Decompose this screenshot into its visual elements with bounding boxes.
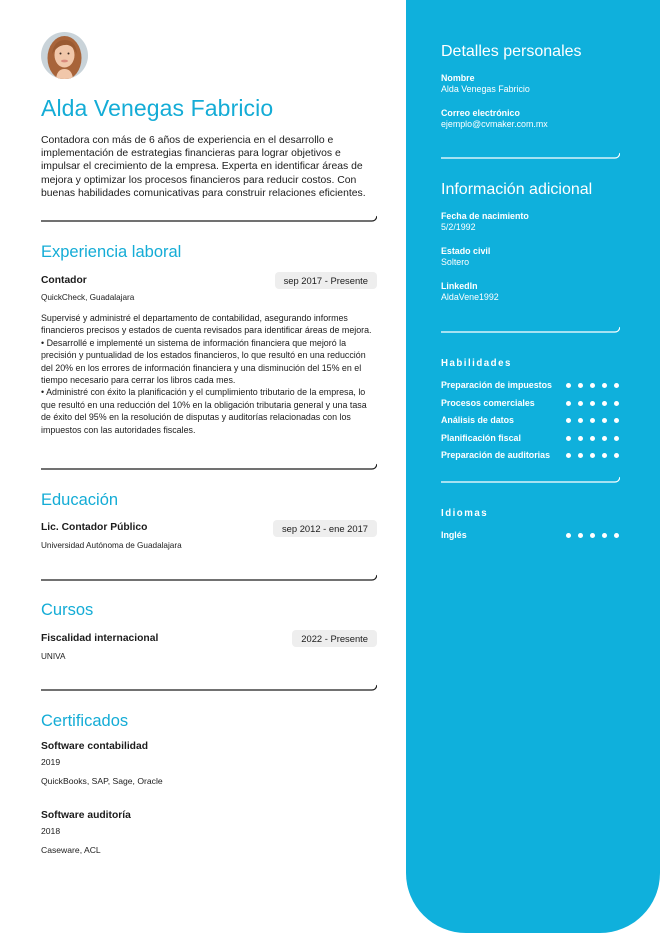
level-dot bbox=[602, 418, 607, 423]
level-dot bbox=[590, 453, 595, 458]
course-name: Fiscalidad internacional bbox=[41, 633, 159, 644]
language-name: Inglés bbox=[441, 530, 467, 540]
language-row bbox=[441, 530, 619, 542]
linkedin-value: AldaVene1992 bbox=[441, 292, 499, 302]
birth-label: Fecha de nacimiento bbox=[441, 211, 529, 221]
level-dot bbox=[602, 453, 607, 458]
skill-row bbox=[441, 433, 619, 445]
level-dot bbox=[614, 418, 619, 423]
skill-name: Planificación fiscal bbox=[441, 432, 521, 443]
civil-status-value: Soltero bbox=[441, 257, 470, 267]
education-dates-badge: sep 2012 - ene 2017 bbox=[273, 520, 377, 537]
level-dot bbox=[590, 533, 595, 538]
level-dot bbox=[614, 436, 619, 441]
sidebar bbox=[406, 0, 660, 933]
personal-details-title: Detalles personales bbox=[441, 43, 582, 60]
skill-name: Procesos comerciales bbox=[441, 397, 535, 408]
level-dot bbox=[578, 383, 583, 388]
level-dot bbox=[578, 533, 583, 538]
email-value: ejemplo@cvmaker.com.mx bbox=[441, 119, 548, 129]
skill-level-dots bbox=[566, 418, 619, 423]
education-degree: Lic. Contador Público bbox=[41, 522, 148, 533]
email-label: Correo electrónico bbox=[441, 108, 520, 118]
linkedin-label: LinkedIn bbox=[441, 281, 478, 291]
level-dot bbox=[590, 418, 595, 423]
skill-level-dots bbox=[566, 453, 619, 458]
level-dot bbox=[614, 453, 619, 458]
certificate-name: Software auditoría bbox=[41, 810, 131, 821]
level-dot bbox=[602, 401, 607, 406]
skill-name: Preparación de impuestos bbox=[441, 380, 552, 390]
level-dot bbox=[614, 383, 619, 388]
job-description-line: • Desarrollé e implementé un sistema de información financiera que mejoró la precisión y puntualidad de los estados financieros, lo que resultó en una reducción del 20% en los errores de información financiera y una disminución del 15% en el tiempo necesario para cerrar los libros cada mes. bbox=[41, 337, 366, 386]
additional-info-title: Información adicional bbox=[441, 181, 593, 198]
job-description-line: Supervisé y administré el departamento de contabilidad, asegurando informes financieros precisos y estados de cuenta revisados para identificar áreas de mejora. bbox=[41, 313, 372, 336]
job-role: Contador bbox=[41, 275, 87, 286]
birth-value: 5/2/1992 bbox=[441, 222, 476, 232]
profile-photo bbox=[41, 32, 88, 79]
level-dot bbox=[614, 401, 619, 406]
level-dot bbox=[566, 401, 571, 406]
full-name: Alda Venegas Fabricio bbox=[41, 95, 274, 121]
education-title: Educación bbox=[41, 491, 119, 509]
sidebar-divider bbox=[441, 151, 620, 159]
level-dot bbox=[578, 418, 583, 423]
level-dot bbox=[566, 418, 571, 423]
level-dot bbox=[566, 533, 571, 538]
level-dot bbox=[590, 383, 595, 388]
skill-level-dots bbox=[566, 383, 619, 388]
certificate-year: 2018 bbox=[41, 826, 61, 836]
level-dot bbox=[578, 453, 583, 458]
job-company: QuickCheck, Guadalajara bbox=[41, 293, 135, 302]
profile-summary: Contadora con más de 6 años de experiencia en el desarrollo e implementación de estrategias financieras para lograr objetivos e impulsar el crecimiento de la empresa. Experta en identificar áreas de mejora y optimizar los procesos financieros para reducir costos. Con buenas habilidades comunicativas para construir relaciones eficientes. bbox=[41, 135, 366, 199]
course-school: UNIVA bbox=[41, 652, 66, 661]
level-dot bbox=[578, 401, 583, 406]
job-description-line: • Administré con éxito la planificación y el cumplimiento tributario de la empresa, lo que resultó en una reducción del 10% en la obligación tributaria general y una tasa de éxito del 95% en la resolución de disputas y auditorías relacionadas con los impuestos con las autoridades fiscales. bbox=[41, 387, 367, 435]
skills-title: Habilidades bbox=[441, 358, 512, 369]
section-divider bbox=[41, 573, 377, 581]
section-divider bbox=[41, 683, 377, 691]
job-dates-badge: sep 2017 - Presente bbox=[275, 272, 377, 289]
education-school: Universidad Autónoma de Guadalajara bbox=[41, 541, 182, 550]
skill-level-dots bbox=[566, 436, 619, 441]
courses-title: Cursos bbox=[41, 601, 94, 619]
level-dot bbox=[590, 401, 595, 406]
civil-status-label: Estado civil bbox=[441, 246, 491, 256]
course-dates-badge: 2022 - Presente bbox=[292, 630, 377, 647]
level-dot bbox=[602, 436, 607, 441]
job-description bbox=[41, 312, 377, 436]
level-dot bbox=[566, 383, 571, 388]
languages-title: Idiomas bbox=[441, 508, 489, 519]
level-dot bbox=[614, 533, 619, 538]
name-label: Nombre bbox=[441, 73, 475, 83]
skill-row bbox=[441, 380, 619, 392]
level-dot bbox=[602, 533, 607, 538]
skill-level-dots bbox=[566, 401, 619, 406]
level-dot bbox=[590, 436, 595, 441]
certificate-detail: QuickBooks, SAP, Sage, Oracle bbox=[41, 776, 163, 786]
certificate-name: Software contabilidad bbox=[41, 741, 148, 752]
section-divider bbox=[41, 214, 377, 222]
skill-name: Análisis de datos bbox=[441, 415, 514, 426]
certificate-year: 2019 bbox=[41, 757, 61, 767]
skill-name: Preparación de auditorias bbox=[441, 450, 551, 461]
skill-row bbox=[441, 398, 619, 410]
certificates-title: Certificados bbox=[41, 712, 129, 730]
section-divider bbox=[41, 462, 377, 470]
sidebar-divider bbox=[441, 325, 620, 333]
level-dot bbox=[578, 436, 583, 441]
language-level-dots bbox=[566, 533, 619, 538]
certificate-detail: Caseware, ACL bbox=[41, 845, 101, 855]
skill-row bbox=[441, 450, 619, 462]
sidebar-divider bbox=[441, 475, 620, 483]
level-dot bbox=[566, 436, 571, 441]
name-value: Alda Venegas Fabricio bbox=[441, 84, 530, 94]
avatar bbox=[41, 32, 88, 79]
experience-title: Experiencia laboral bbox=[41, 243, 182, 261]
skill-row bbox=[441, 415, 619, 427]
level-dot bbox=[566, 453, 571, 458]
level-dot bbox=[602, 383, 607, 388]
